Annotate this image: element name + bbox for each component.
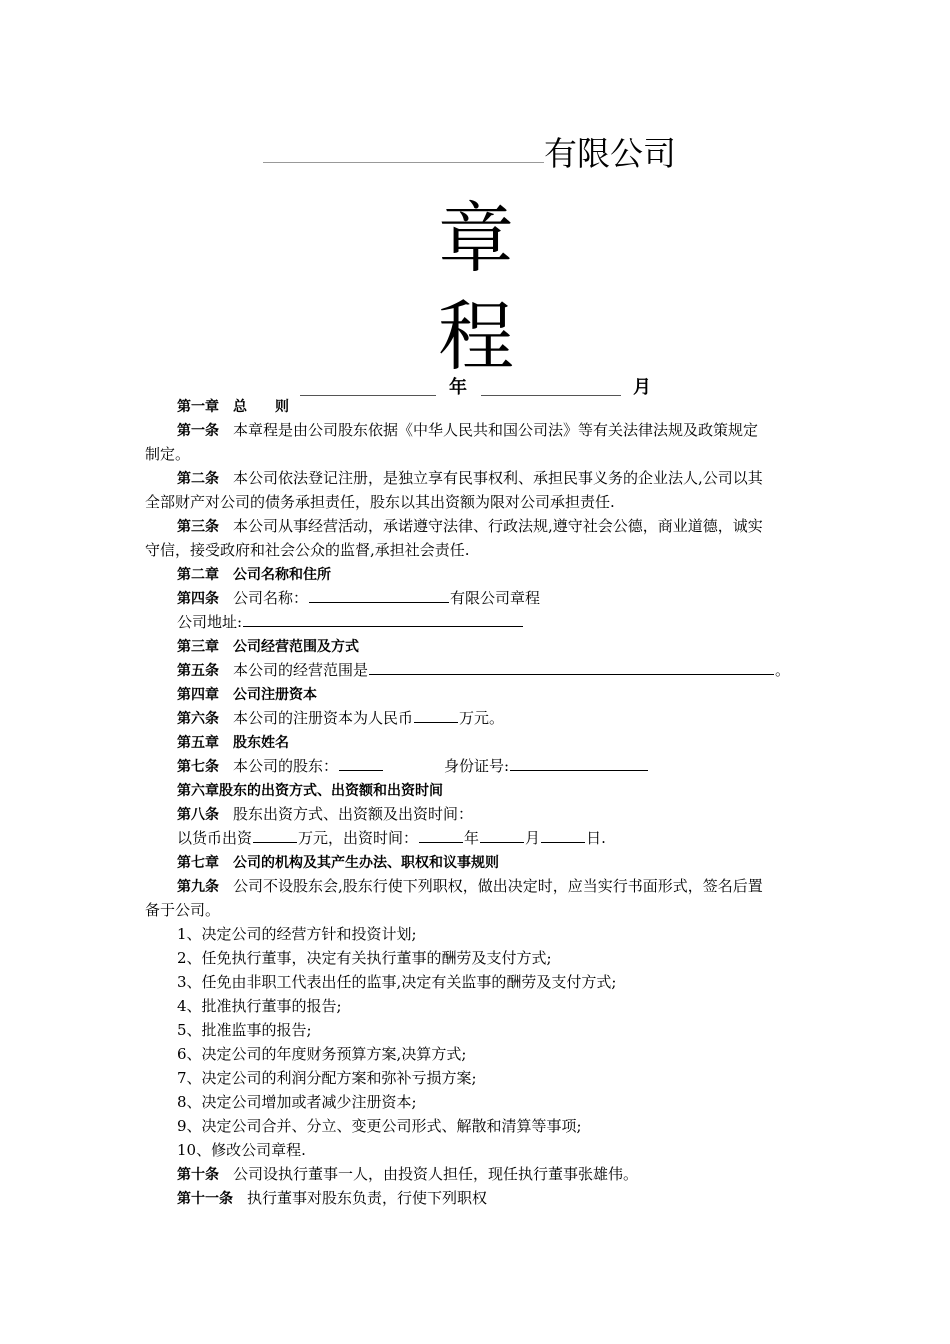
shareholder-field (339, 769, 383, 771)
list-item: 5、批准监事的报告; (177, 1021, 312, 1039)
contribution-line (145, 826, 807, 850)
article-6-label: 第六条 (177, 711, 219, 727)
month-label: 月 (633, 377, 651, 398)
article-11-text: 执行董事对股东负责，行使下列职权 (247, 1189, 488, 1207)
article-6 (145, 706, 807, 731)
contribution-time-label: 万元，出资时间： (298, 829, 419, 847)
title-char-1: 章 (438, 194, 514, 283)
article-2-cont: 全部财产对公司的债务承担责任，股东以其出资额为限对公司承担责任. (145, 493, 615, 511)
article-8-label: 第八条 (177, 807, 219, 823)
article-5 (145, 658, 807, 683)
contrib-day-field (541, 841, 585, 843)
article-2-text: 本公司依法登记注册，是独立享有民事权利、承担民事义务的企业法人,公司以其 (233, 469, 763, 487)
article-9 (145, 874, 807, 899)
article-11 (145, 1186, 807, 1211)
list-item: 10、修改公司章程. (177, 1141, 306, 1159)
article-3-text: 本公司从事经营活动，承诺遵守法律、行政法规,遵守社会公德，商业道德，诚实 (233, 517, 763, 535)
address-label: 公司地址: (177, 613, 243, 631)
chapter-4-title: 第四章 公司注册资本 (177, 687, 317, 703)
contrib-day-label: 日. (586, 829, 606, 847)
contrib-month-label: 月 (525, 829, 541, 847)
article-1 (145, 418, 807, 443)
chapter-1-title: 第一章 总 则 (177, 399, 289, 415)
article-11-label: 第十一条 (177, 1191, 233, 1207)
list-item: 9、决定公司合并、分立、变更公司形式、解散和清算等事项; (177, 1117, 582, 1135)
article-1-text: 本章程是由公司股东依据《中华人民共和国公司法》等有关法律法规及政策规定 (233, 421, 759, 439)
year-label: 年 (449, 377, 467, 398)
chapter-2-heading (145, 562, 807, 587)
article-3 (145, 514, 807, 539)
article-10 (145, 1162, 807, 1187)
title-char-2: 程 (438, 292, 514, 381)
business-scope-field (369, 673, 774, 675)
article-5-end: 。 (775, 661, 791, 679)
id-number-label: 身份证号: (444, 757, 510, 775)
list-item: 2、任免执行董事，决定有关执行董事的酬劳及支付方式; (177, 949, 552, 967)
article-8-text: 股东出资方式、出资额及出资时间： (233, 805, 474, 823)
article-6-text: 本公司的注册资本为人民币 (233, 709, 414, 727)
contrib-year-field (419, 841, 463, 843)
company-suffix: 有限公司 (544, 134, 676, 173)
list-item: 6、决定公司的年度财务预算方案,决算方式; (177, 1045, 467, 1063)
article-4-text: 公司名称： (233, 589, 309, 607)
chapter-5-heading (145, 730, 807, 755)
chapter-3-heading (145, 634, 807, 659)
address-field (243, 625, 523, 627)
chapter-2-title: 第二章 公司名称和住所 (177, 567, 331, 583)
article-8 (145, 802, 807, 827)
chapter-6-heading (145, 778, 807, 803)
company-name-blank (263, 162, 544, 163)
article-3-label: 第三条 (177, 519, 219, 535)
chapter-3-title: 第三章 公司经营范围及方式 (177, 639, 359, 655)
contribution-label: 以货币出资 (177, 829, 253, 847)
article-9-text: 公司不设股东会,股东行使下列职权，做出决定时，应当实行书面形式，签名后置 (233, 877, 763, 895)
article-2-label: 第二条 (177, 471, 219, 487)
article-9-cont: 备于公司。 (145, 901, 221, 919)
id-number-field (510, 769, 648, 771)
chapter-4-heading (145, 682, 807, 707)
article-4-suffix: 有限公司章程 (450, 589, 541, 607)
article-7-label: 第七条 (177, 759, 219, 775)
article-5-text: 本公司的经营范围是 (233, 661, 369, 679)
list-item: 3、任免由非职工代表出任的监事,决定有关监事的酬劳及支付方式; (177, 973, 617, 991)
chapter-1-heading (145, 394, 807, 419)
article-4 (145, 586, 807, 611)
list-item: 8、决定公司增加或者减少注册资本; (177, 1093, 417, 1111)
article-4-label: 第四条 (177, 591, 219, 607)
company-name-field (309, 601, 449, 603)
contrib-year-label: 年 (464, 829, 480, 847)
article-7-text: 本公司的股东： (233, 757, 339, 775)
article-10-text: 公司设执行董事一人，由投资人担任，现任执行董事张雄伟。 (233, 1165, 639, 1183)
article-10-label: 第十条 (177, 1167, 219, 1183)
article-6-unit: 万元。 (459, 709, 505, 727)
address-line (145, 610, 807, 634)
chapter-7-heading (145, 850, 807, 875)
article-5-label: 第五条 (177, 663, 219, 679)
article-7 (145, 754, 807, 779)
chapter-6-title: 第六章股东的出资方式、出资额和出资时间 (177, 783, 443, 799)
article-3-cont: 守信，接受政府和社会公众的监督,承担社会责任. (145, 541, 470, 559)
list-item: 1、决定公司的经营方针和投资计划; (177, 925, 417, 943)
capital-field (414, 721, 458, 723)
article-2 (145, 466, 807, 491)
article-9-label: 第九条 (177, 879, 219, 895)
article-1-cont: 制定。 (145, 445, 191, 463)
article-1-label: 第一条 (177, 423, 219, 439)
list-item: 4、批准执行董事的报告; (177, 997, 342, 1015)
contrib-month-field (480, 841, 524, 843)
list-item: 7、决定公司的利润分配方案和弥补亏损方案; (177, 1069, 477, 1087)
chapter-7-title: 第七章 公司的机构及其产生办法、职权和议事规则 (177, 855, 499, 871)
amount-field (253, 841, 297, 843)
chapter-5-title: 第五章 股东姓名 (177, 735, 289, 751)
